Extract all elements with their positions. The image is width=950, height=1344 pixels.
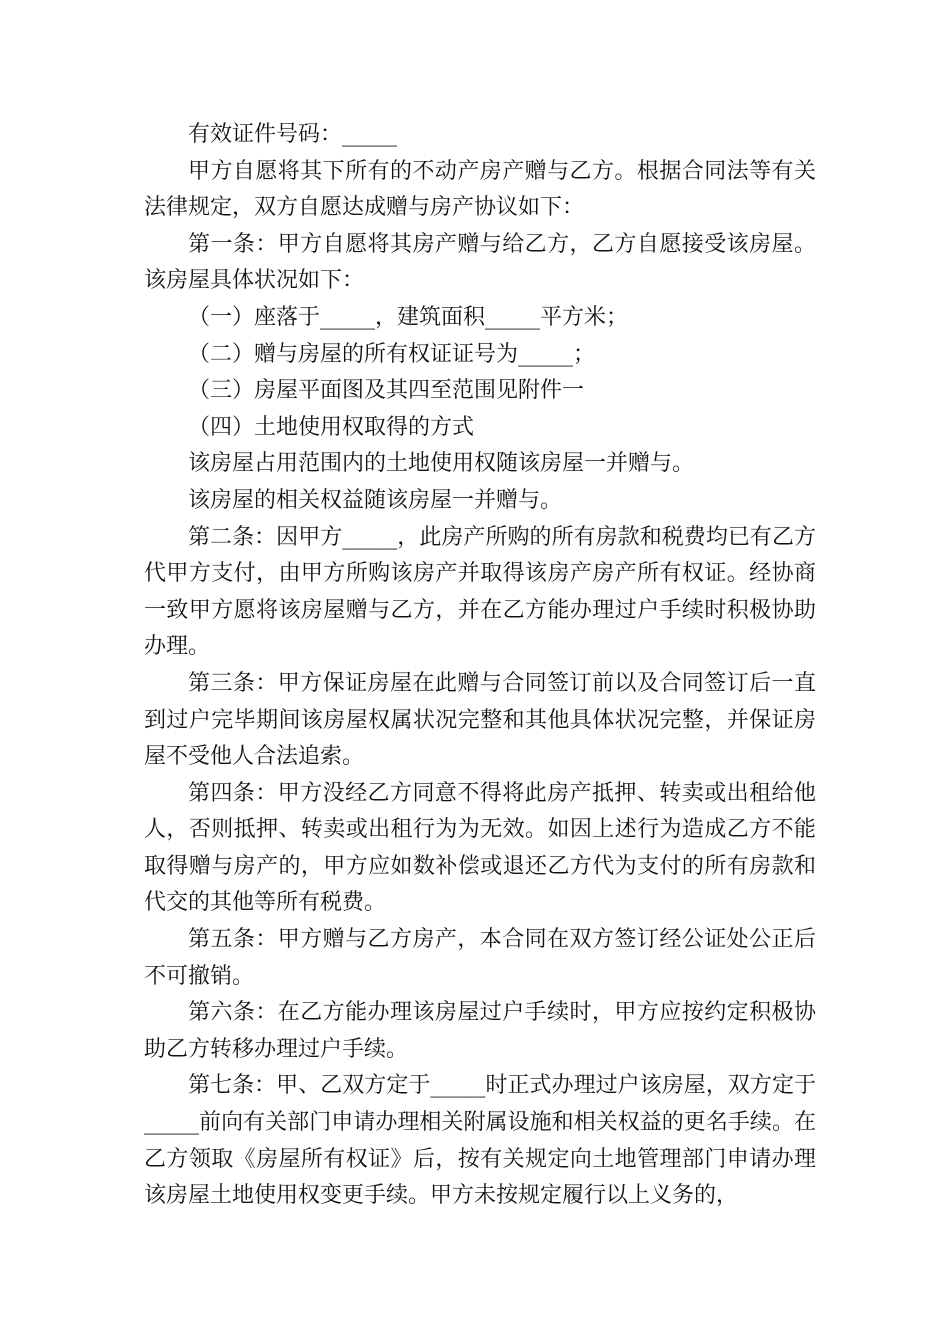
article-7-paragraph: 第七条：甲、乙双方定于_____时正式办理过户该房屋，双方定于_____前向有关部门申请办理相关附属设施和相关权益的更名手续。在乙方领取《房屋所有权证》后，按有关规定向土地管理部门申请办理该房屋土地使用权变更手续。甲方未按规定履行以上义务的， xyxy=(144,1073,816,1209)
article-1-paragraph: 第一条：甲方自愿将其房产赠与给乙方，乙方自愿接受该房屋。该房屋具体状况如下： xyxy=(144,231,816,294)
article-1-item-3: （三）房屋平面图及其四至范围见附件一 xyxy=(188,378,585,404)
article-4-paragraph: 第四条：甲方没经乙方同意不得将此房产抵押、转卖或出租给他人，否则抵押、转卖或出租行为为无效。如因上述行为造成乙方不能取得赠与房产的，甲方应如数补偿或退还乙方代为支付的所有房款和代交的其他等所有税费。 xyxy=(144,780,816,916)
article-5-paragraph: 第五条：甲方赠与乙方房产，本合同在双方签订经公证处公正后不可撤销。 xyxy=(144,927,816,989)
article-1-item-4: （四）土地使用权取得的方式 xyxy=(188,414,475,440)
article-3-paragraph: 第三条：甲方保证房屋在此赠与合同签订前以及合同签订后一直到过户完毕期间该房屋权属状况完整和其他具体状况完整，并保证房屋不受他人合法追索。 xyxy=(144,670,816,770)
related-rights-paragraph: 该房屋的相关权益随该房屋一并赠与。 xyxy=(188,487,563,513)
article-1-item-2: （二）赠与房屋的所有权证证号为_____； xyxy=(188,341,596,367)
id-number-line: 有效证件号码：_____ xyxy=(188,122,398,147)
preamble-paragraph: 甲方自愿将其下所有的不动产房产赠与乙方。根据合同法等有关法律规定，双方自愿达成赠与房产协议如下： xyxy=(144,158,816,221)
article-1-item-1: （一）座落于_____，建筑面积_____平方米； xyxy=(188,304,629,330)
contract-body xyxy=(144,117,816,1215)
land-use-right-paragraph: 该房屋占用范围内的土地使用权随该房屋一并赠与。 xyxy=(188,451,695,477)
article-2-paragraph: 第二条：因甲方_____，此房产所购的所有房款和税费均已有乙方代甲方支付，由甲方所购该房产并取得该房产房产所有权证。经协商一致甲方愿将该房屋赠与乙方，并在乙方能办理过户手续时积极协助办理。 xyxy=(144,524,816,660)
article-6-paragraph: 第六条：在乙方能办理该房屋过户手续时，甲方应按约定积极协助乙方转移办理过户手续。 xyxy=(144,1000,816,1062)
